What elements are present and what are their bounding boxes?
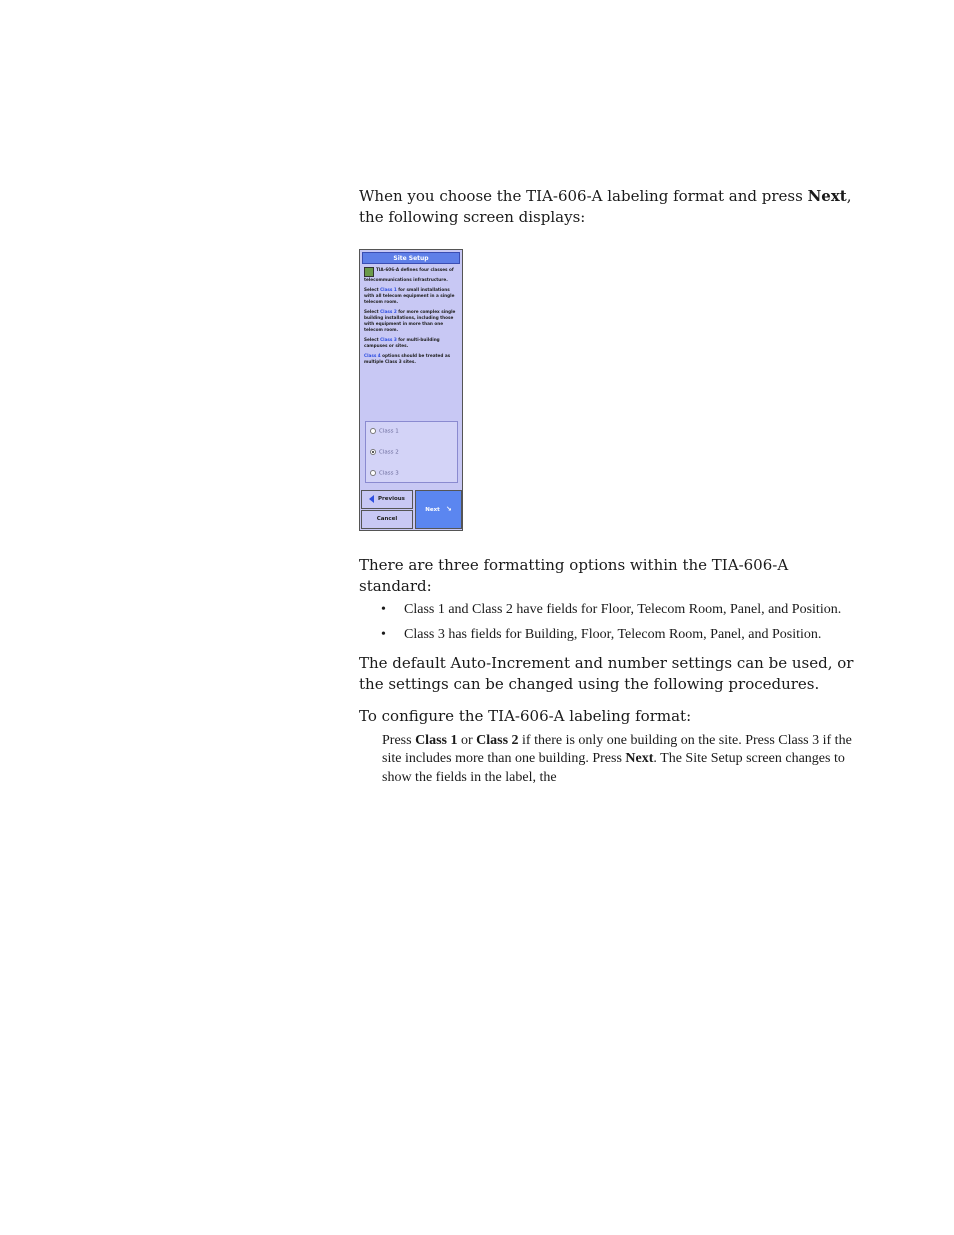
intro-paragraph xyxy=(359,186,859,227)
site-setup-figure xyxy=(359,249,859,531)
intro-bold-next: Next xyxy=(807,187,847,205)
intro-text: When you choose the TIA-606-A labeling format and press xyxy=(359,187,808,205)
class3-text: Select Class 3 for multi-building campuses or sites. xyxy=(364,337,440,348)
info-icon xyxy=(364,267,374,277)
intro-text-end: , the following screen displays: xyxy=(359,187,852,226)
screen-body xyxy=(364,267,460,369)
arrow-left-icon xyxy=(369,495,374,503)
next-button[interactable]: Next ↘ xyxy=(415,490,462,529)
radio-icon[interactable] xyxy=(370,470,376,476)
cursor-arrow-icon: ↘ xyxy=(445,505,452,513)
radio-selected-icon[interactable] xyxy=(370,449,376,455)
class4-text: Class 4 options should be treated as multiple Class 3 sites. xyxy=(364,353,451,364)
cancel-button[interactable]: Cancel xyxy=(361,510,413,529)
step-paragraph: Press Class 1 or Class 2 if there is only one building on the site. Press Class 3 if the site includes more than one building. Press Next. The Site Setup screen changes to show the fields in the label, the xyxy=(382,732,852,785)
bullet-item: • Class 1 and Class 2 have fields for Floor, Telecom Room, Panel, and Position. xyxy=(381,602,842,617)
document-content xyxy=(359,186,859,787)
radio-icon[interactable] xyxy=(370,428,376,434)
class2-text: Select Class 2 for more complex single building installations, including those with equipment in more than one telecom room. xyxy=(364,309,456,332)
configure-intro: To configure the TIA-606-A labeling format: xyxy=(359,707,692,725)
option-class-3[interactable]: Class 3 xyxy=(370,470,399,477)
class2-link[interactable]: Class 2 xyxy=(380,309,397,314)
bullet-icon: • xyxy=(381,627,386,642)
bold-class-1: Class 1 xyxy=(415,732,458,748)
class4-link[interactable]: Class 4 xyxy=(364,353,381,358)
site-setup-screen xyxy=(359,249,463,531)
class3-link[interactable]: Class 3 xyxy=(380,337,397,342)
class1-link[interactable]: Class 1 xyxy=(380,287,397,292)
defaults-paragraph: The default Auto-Increment and number settings can be used, or the settings can be changed using the following procedures. xyxy=(359,654,854,693)
option-class-2[interactable]: Class 2 xyxy=(370,449,399,456)
bold-next: Next xyxy=(625,751,654,766)
option-class-1[interactable]: Class 1 xyxy=(370,428,399,435)
bullet-icon: • xyxy=(381,602,386,617)
bold-class-2: Class 2 xyxy=(476,732,519,748)
screen-intro: TIA-606-A defines four classes of telecommunications infrastructure. xyxy=(364,267,454,282)
formatting-intro: There are three formatting options within the TIA-606-A standard: xyxy=(359,556,789,595)
formatting-bullets xyxy=(359,600,859,644)
class-options-group xyxy=(365,421,458,483)
class1-text: Select Class 1 for small installations with all telecom equipment in a single telecom room. xyxy=(364,287,455,304)
previous-button[interactable]: Previous xyxy=(361,490,413,509)
screen-title: Site Setup xyxy=(362,252,460,264)
bullet-item: • Class 3 has fields for Building, Floor, Telecom Room, Panel, and Position. xyxy=(381,627,822,642)
